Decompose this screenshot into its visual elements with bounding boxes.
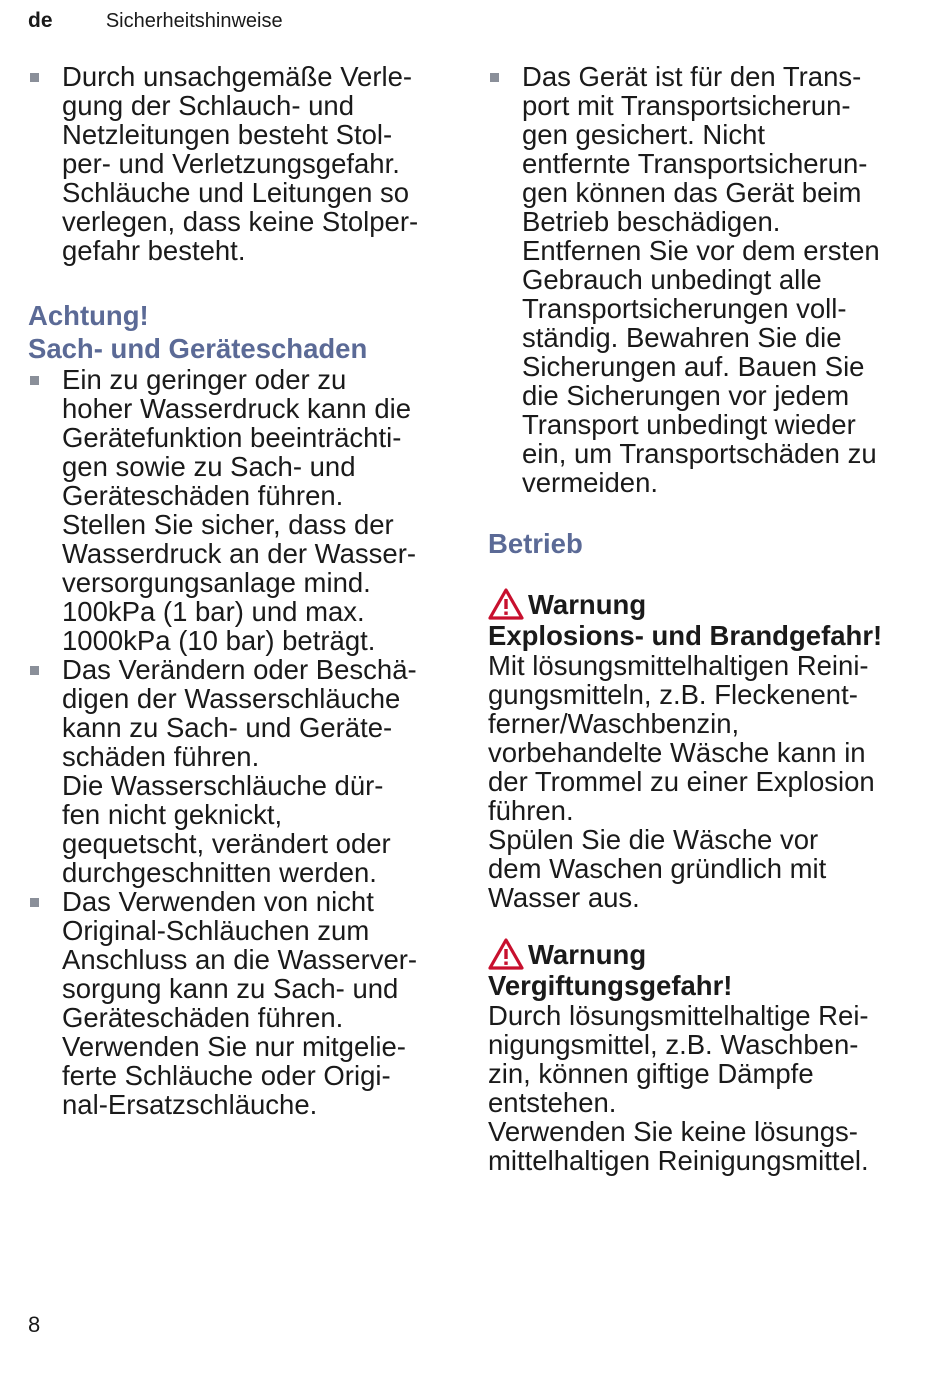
- warning-triangle-icon: [488, 938, 524, 970]
- list-item-hose-damage: [28, 655, 453, 887]
- heading-betrieb: Betrieb: [488, 528, 583, 559]
- warning-subtitle: Explosions- und Brandgefahr!: [488, 620, 883, 651]
- language-code: de: [28, 9, 53, 32]
- warning-explosion: [488, 588, 908, 912]
- warning-text: Durch lösungsmittelhaltige Rei- nigungsmittel, z.B. Waschben- zin, können giftige Dämpfe entstehen. Verwenden Sie keine lösungs- mittelhaltigen Reinigungsmittel.: [488, 1000, 869, 1176]
- warning-title-row: [488, 938, 908, 970]
- bullet-square: [30, 73, 39, 82]
- item-text: Ein zu geringer oder zu hoher Wasserdruck kann die Gerätefunktion beeinträchti- gen sowie zu Sach- und Geräteschäden führen. Stellen Sie sicher, dass der Wasserdruck an der Wasser- versorgungsanlage mind. 100kPa (1 bar) und max. 1000kPa (10 bar) beträgt.: [62, 364, 417, 656]
- bullet-square: [30, 666, 39, 675]
- warning-label: Warnung: [528, 588, 647, 620]
- page-header: [28, 8, 283, 34]
- heading-sachschaden: Sach- und Geräteschaden: [28, 333, 368, 364]
- warning-poisoning: [488, 938, 908, 1175]
- warning-subtitle: Vergiftungsgefahr!: [488, 970, 733, 1001]
- left-column: [28, 62, 453, 1119]
- warning-triangle-icon: [488, 588, 524, 620]
- caution-heading: [28, 299, 453, 365]
- list-item-water-pressure: [28, 365, 453, 655]
- bullet-square: [30, 898, 39, 907]
- list-item-tripping: [28, 62, 453, 265]
- item-text: Durch unsachgemäße Verle- gung der Schlauch- und Netzleitungen besteht Stol- per- und Verletzungsgefahr. Schläuche und Leitungen so verlegen, dass keine Stolper- gefahr besteht.: [62, 61, 419, 266]
- item-text: Das Verändern oder Beschä- digen der Wasserschläuche kann zu Sach- und Geräte- schäden führen. Die Wasserschläuche dür- fen nicht geknickt, gequetscht, verändert oder durchgeschnitten werden.: [62, 654, 417, 888]
- warning-text: Mit lösungsmittelhaltigen Reini- gungsmitteln, z.B. Fleckenent- ferner/Waschbenzin, vorbehandelte Wäsche kann in der Trommel zu einer Explosion führen. Spülen Sie die Wäsche vor dem Waschen gründlich mit Wasser aus.: [488, 650, 875, 913]
- warning-title-row: [488, 588, 908, 620]
- bullet-square: [30, 376, 39, 385]
- section-title: Sicherheitshinweise: [105, 10, 283, 32]
- bullet-square: [490, 73, 499, 82]
- item-text: Das Gerät ist für den Trans- port mit Transportsicherun- gen gesichert. Nicht entfernte Transportsicherun- gen können das Gerät beim Betrieb beschädigen. Entfernen Sie vor dem ersten Gebrauch unbedingt alle Transportsicherungen voll- ständig. Bewahren Sie die Sicherungen auf. Bauen Sie die Sicherungen vor jedem Transport unbedingt wieder ein, um Transportschäden zu vermeiden.: [522, 61, 880, 498]
- right-column: [488, 62, 908, 1175]
- heading-achtung: Achtung!: [28, 300, 149, 331]
- page-number: 8: [28, 1312, 41, 1337]
- warning-label: Warnung: [528, 938, 647, 970]
- list-item-original-hoses: [28, 887, 453, 1119]
- item-text: Das Verwenden von nicht Original-Schläuchen zum Anschluss an die Wasserver- sorgung kann zu Sach- und Geräteschäden führen. Verwenden Sie nur mitgelie- ferte Schläuche oder Origi- nal-Ersatzschläuche.: [62, 886, 418, 1120]
- list-item-transport-locks: [488, 62, 908, 497]
